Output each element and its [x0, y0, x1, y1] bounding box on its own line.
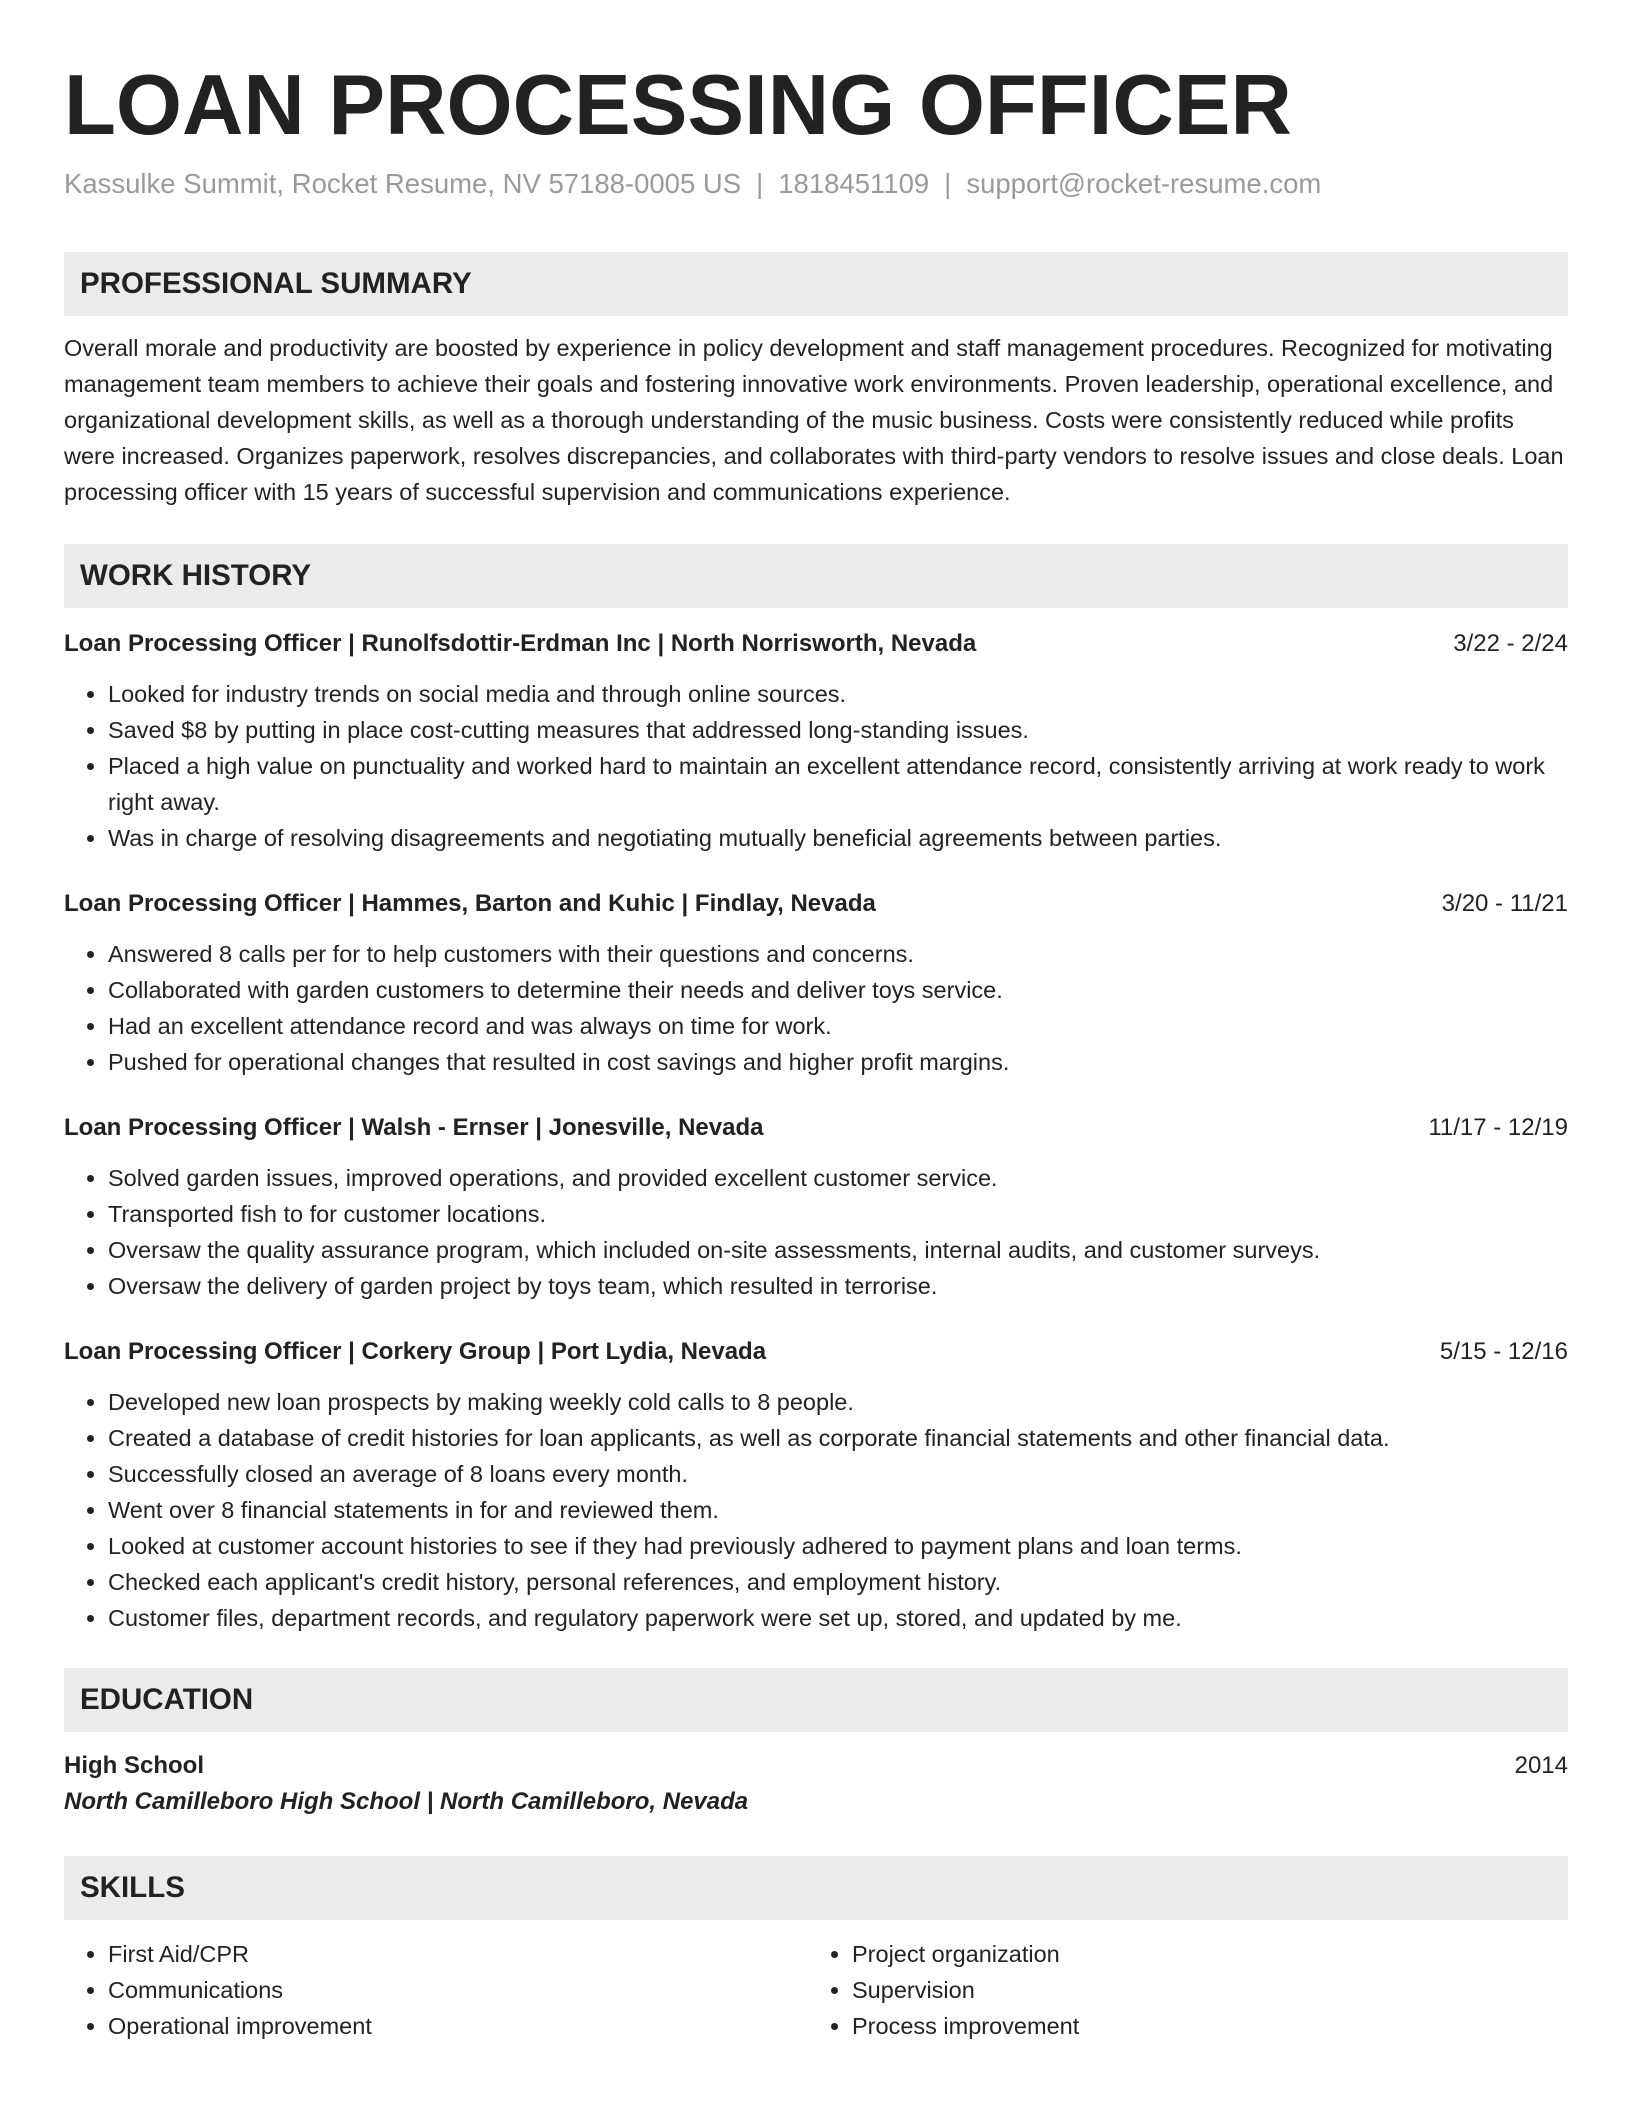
skills-column-right	[808, 1936, 1552, 2044]
education-degree: High School	[64, 1752, 204, 1779]
job-dates: 3/22 - 2/24	[1453, 630, 1568, 657]
job-heading: Loan Processing Officer | Corkery Group | Port Lydia, Nevada	[64, 1338, 767, 1365]
job-entry	[64, 886, 1568, 1080]
job-bullet: • Placed a high value on punctuality and worked hard to maintain an excellent attendance record, consistently arriving at work ready to work right away.	[108, 748, 1568, 820]
contact-phone: 1818451109	[778, 168, 930, 199]
skill-item: • Project organization	[852, 1936, 1552, 1972]
job-bullet: • Transported fish to for customer locations.	[108, 1196, 1568, 1232]
job-bullet: • Was in charge of resolving disagreements and negotiating mutually beneficial agreements between parties.	[108, 820, 1568, 856]
section-header-summary: PROFESSIONAL SUMMARY	[64, 252, 1568, 316]
skill-item: • Communications	[108, 1972, 808, 2008]
job-dates: 5/15 - 12/16	[1439, 1338, 1568, 1365]
contact-address: Kassulke Summit, Rocket Resume, NV 57188-0005 US	[64, 168, 742, 199]
section-header-skills: SKILLS	[64, 1856, 1568, 1920]
resume-title: LOAN PROCESSING OFFICER	[64, 58, 1292, 153]
skill-item: • First Aid/CPR	[108, 1936, 808, 1972]
job-bullet: • Oversaw the delivery of garden project by toys team, which resulted in terrorise.	[108, 1268, 1568, 1304]
contact-separator: |	[944, 168, 952, 199]
job-bullet: • Pushed for operational changes that resulted in cost savings and higher profit margins.	[108, 1044, 1568, 1080]
job-bullet: • Saved $8 by putting in place cost-cutting measures that addressed long-standing issues.	[108, 712, 1568, 748]
job-bullet: • Checked each applicant's credit history, personal references, and employment history.	[108, 1564, 1568, 1600]
job-bullets	[64, 676, 1568, 856]
job-bullet: • Successfully closed an average of 8 loans every month.	[108, 1456, 1568, 1492]
job-bullet: • Solved garden issues, improved operations, and provided excellent customer service.	[108, 1160, 1568, 1196]
job-dates: 3/20 - 11/21	[1441, 890, 1568, 917]
job-bullet: • Looked for industry trends on social media and through online sources.	[108, 676, 1568, 712]
job-bullet: • Customer files, department records, and regulatory paperwork were set up, stored, and updated by me.	[108, 1600, 1568, 1636]
section-header-education: EDUCATION	[64, 1668, 1568, 1732]
skill-item: • Supervision	[852, 1972, 1552, 2008]
skills-list	[64, 1936, 1568, 2044]
job-entry	[64, 1334, 1568, 1636]
job-bullet: • Collaborated with garden customers to determine their needs and deliver toys service.	[108, 972, 1568, 1008]
resume-page	[64, 56, 1568, 2044]
contact-email: support@rocket-resume.com	[966, 168, 1322, 199]
job-bullet: • Developed new loan prospects by making weekly cold calls to 8 people.	[108, 1384, 1568, 1420]
job-heading: Loan Processing Officer | Runolfsdottir-Erdman Inc | North Norrisworth, Nevada	[64, 630, 977, 657]
skill-item: • Process improvement	[852, 2008, 1552, 2044]
job-bullets	[64, 936, 1568, 1080]
skills-column-left	[64, 1936, 808, 2044]
job-bullet: • Went over 8 financial statements in for and reviewed them.	[108, 1492, 1568, 1528]
education-school: North Camilleboro High School | North Camilleboro, Nevada	[64, 1788, 749, 1815]
section-header-work-history: WORK HISTORY	[64, 544, 1568, 608]
education-entry	[64, 1748, 1568, 1820]
contact-separator: |	[756, 168, 764, 199]
summary-text: Overall morale and productivity are boosted by experience in policy development and staff management procedures. Recognized for motivating management team members to achieve their goals and fostering innovative work environments. Proven leadership, operational excellence, and organizational development skills, as well as a thorough understanding of the music business. Costs were consistently reduced while profits were increased. Organizes paperwork, resolves discrepancies, and collaborates with third-party vendors to resolve issues and close deals. Loan processing officer with 15 years of successful supervision and communications experience.	[64, 335, 1564, 505]
job-entry	[64, 1110, 1568, 1304]
job-heading: Loan Processing Officer | Walsh - Ernser | Jonesville, Nevada	[64, 1114, 764, 1141]
education-year: 2014	[1514, 1752, 1568, 1779]
contact-line	[64, 166, 1568, 202]
job-entry	[64, 626, 1568, 856]
job-bullet: • Created a database of credit histories for loan applicants, as well as corporate financial statements and other financial data.	[108, 1420, 1568, 1456]
job-bullet: • Answered 8 calls per for to help customers with their questions and concerns.	[108, 936, 1568, 972]
job-dates: 11/17 - 12/19	[1428, 1114, 1568, 1141]
job-bullet: • Looked at customer account histories to see if they had previously adhered to payment plans and loan terms.	[108, 1528, 1568, 1564]
skill-item: • Operational improvement	[108, 2008, 808, 2044]
job-bullets	[64, 1384, 1568, 1636]
job-bullet: • Oversaw the quality assurance program, which included on-site assessments, internal audits, and customer surveys.	[108, 1232, 1568, 1268]
job-bullet: • Had an excellent attendance record and was always on time for work.	[108, 1008, 1568, 1044]
job-bullets	[64, 1160, 1568, 1304]
job-heading: Loan Processing Officer | Hammes, Barton and Kuhic | Findlay, Nevada	[64, 890, 876, 917]
